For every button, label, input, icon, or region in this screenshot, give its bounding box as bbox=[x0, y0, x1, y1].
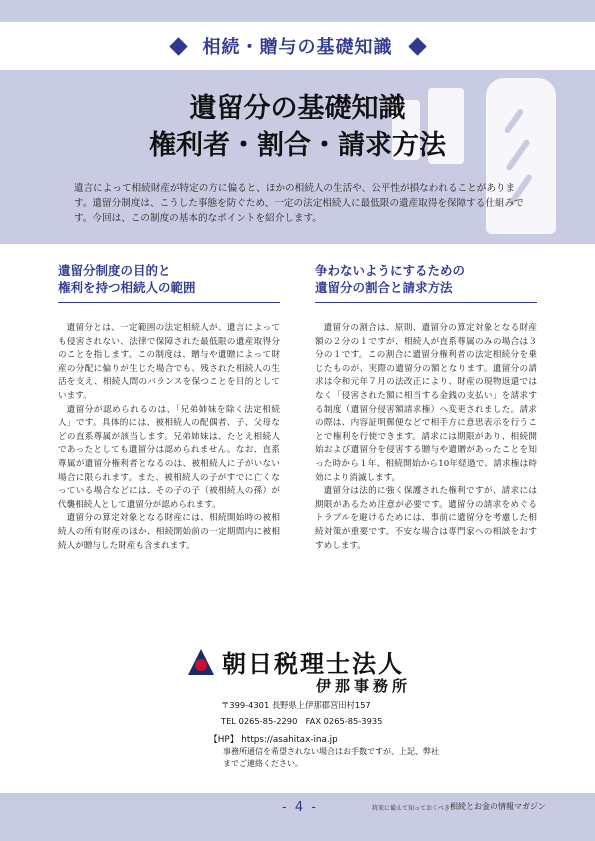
office-name: 伊那事務所 bbox=[316, 677, 412, 695]
article-lead: 遺言によって相続財産が特定の方に偏ると、ほかの相続人の生活や、公平性が損なわれることがあります。遺留分制度は、こうした事態を防ぐため、一定の法定相続人に最低限の遺産取得を保障する仕組みです。今回は、この制度の基本的なポイントを紹介します。 bbox=[74, 183, 524, 224]
left-paragraph: 遺留分とは、一定範囲の法定相続人が、遺言によっても侵害されない、法律で保障された最低限の遺産取得分のことを指します。この制度は、贈与や遺贈によって財産の分配に偏りが生じた場合でも、残された相続人の生活を支え、相続人間のバランスを保つことを目的としています。 bbox=[58, 323, 280, 401]
left-paragraph: 遺留分の算定対象となる財産には、相続開始時の被相続人の所有財産のほか、相続開始前の一定期間内に被相続人が贈与した財産も含まれます。 bbox=[58, 513, 280, 551]
footer-tagline: 将来に備えて知っておくべき！ bbox=[372, 805, 457, 812]
firm-website-link[interactable]: 【HP】 https://asahitax-ina.jp bbox=[209, 735, 338, 745]
right-column-heading bbox=[315, 262, 537, 303]
article-title-line1: 遺留分の基礎知識 bbox=[189, 93, 406, 124]
left-paragraph: 遺留分が認められるのは、「兄弟姉妹を除く法定相続人」です。具体的には、被相続人の配偶者、子、父母などの直系尊属が該当します。兄弟姉妹は、たとえ相続人であったとしても遺留分は認められません。なお、直系尊属が遺留分権利者となるのは、被相続人に子がいない場合に限られます。また、被相続人の子がすでに亡くなっている場合などには、その子の子（被相続人の孫）が代襲相続人として遺留分が認められます。 bbox=[58, 404, 280, 510]
firm-address: 〒399-4301 長野県上伊那郡宮田村157 bbox=[221, 700, 371, 710]
section-title: 相続・贈与の基礎知識 bbox=[202, 37, 393, 58]
right-column-body bbox=[315, 322, 537, 553]
page-number: - 4 - bbox=[282, 800, 318, 815]
magazine-name: 相続とお金の情報マガジン bbox=[450, 802, 546, 811]
article-title-line2: 権利者・割合・請求方法 bbox=[149, 130, 446, 161]
article-title bbox=[0, 90, 595, 164]
right-column bbox=[315, 262, 537, 553]
diamond-right-icon bbox=[408, 37, 426, 55]
firm-logo-row bbox=[186, 644, 404, 679]
right-paragraph: 遺留分は法的に強く保護された権利ですが、請求には期限があるため注意が必要です。遺留分の請求をめぐるトラブルを避けるためには、事前に遺留分を考慮した相続対策が重要です。不安な場合は専門家への相談をおすすめします。 bbox=[315, 486, 537, 551]
diamond-left-icon bbox=[169, 37, 187, 55]
left-heading-line2: 権利を持つ相続人の範囲 bbox=[58, 280, 196, 295]
firm-phone: TEL 0265-85-2290 FAX 0265-85-3935 bbox=[221, 716, 383, 726]
left-heading-line1: 遺留分制度の目的と bbox=[58, 263, 171, 278]
firm-logo-icon bbox=[186, 647, 216, 677]
unsubscribe-notice: 事務所通信を希望されない場合はお手数ですが、上記、弊社までご連絡ください。 bbox=[223, 747, 439, 768]
right-heading-line1: 争わないようにするための bbox=[315, 263, 466, 278]
left-column-heading bbox=[58, 262, 280, 303]
left-column-body bbox=[58, 322, 280, 553]
right-heading-line2: 遺留分の割合と請求方法 bbox=[315, 280, 453, 295]
right-paragraph: 遺留分の割合は、原則、遺留分の算定対象となる財産額の２分の１ですが、相続人が直系尊属のみの場合は３分の１です。この割合に遺留分権利者の法定相続分を乗じたものが、実際の遺留分の額となります。遺留分の請求は令和元年７月の法改正により、財産の現物返還ではなく「侵害された額に相当する金銭の支払い」を請求する制度（遺留分侵害額請求権）へ変更されました。請求の際は、内容証明郵便などで相手方に意思表示を行うことで権利を行使できます。請求には期限があり、相続開始および遺留分を侵害する贈与や遺贈があったことを知った時から１年、相続開始から10年経過で、請求権は時効により消滅します。 bbox=[315, 323, 537, 483]
section-bar bbox=[0, 22, 595, 70]
left-column bbox=[58, 262, 280, 553]
firm-name: 朝日税理士法人 bbox=[222, 650, 404, 678]
